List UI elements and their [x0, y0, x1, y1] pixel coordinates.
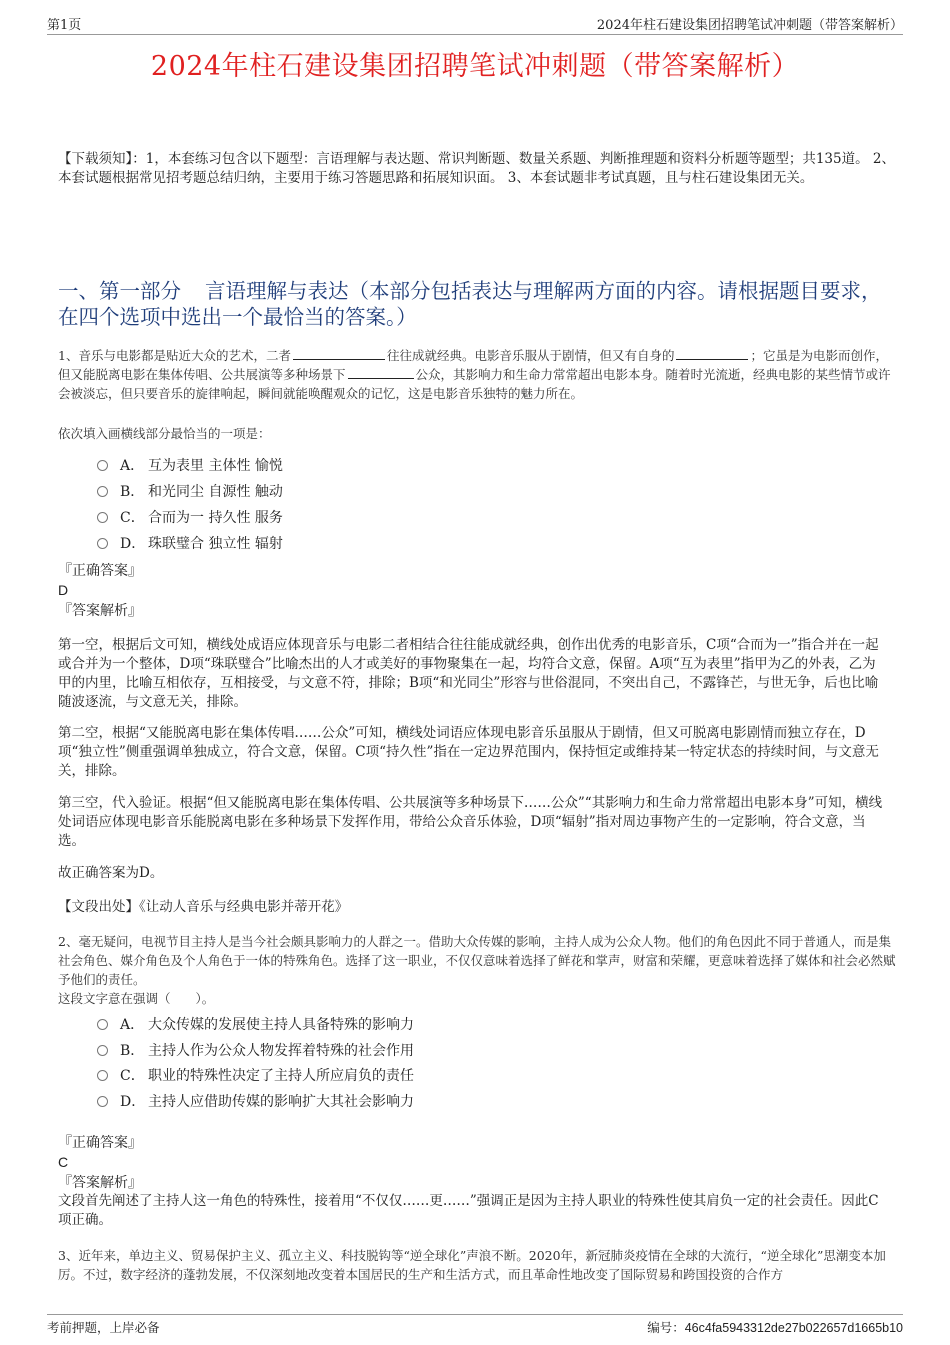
q1-option-a[interactable]	[97, 457, 283, 475]
q1-part4: 公众，其影响力和生命力常常超出电影本身。随着时光流逝，经典电影的某些情节或许会被淡忘，但只要音乐的旋律响起，瞬间就能唤醒观众的记忆，这是电影音乐独特的魅力所在。	[58, 367, 891, 401]
q2-option-c[interactable]	[97, 1067, 414, 1085]
option-text: 大众传媒的发展使主持人具备特殊的影响力	[148, 1017, 414, 1033]
q2-analysis-label: 『答案解析』	[58, 1175, 142, 1191]
q2-answer: C	[58, 1154, 69, 1170]
blank-1	[293, 347, 385, 360]
q1-option-b[interactable]	[97, 483, 283, 501]
radio-icon[interactable]	[97, 1070, 108, 1081]
option-letter: C．	[120, 510, 145, 526]
footer-code	[647, 1318, 903, 1336]
option-text: 互为表里 主体性 愉悦	[148, 458, 283, 474]
q1-option-c[interactable]	[97, 509, 283, 527]
q2-option-b[interactable]	[97, 1042, 414, 1060]
option-letter: B．	[120, 1043, 145, 1059]
header-doc-title: 2024年柱石建设集团招聘笔试冲刺题（带答案解析）	[596, 18, 903, 33]
radio-icon[interactable]	[97, 1045, 108, 1056]
option-letter: B．	[120, 484, 145, 500]
question-3-text: 3、近年来，单边主义、贸易保护主义、孤立主义、科技脱钩等“逆全球化”声浪不断。2020年，新冠肺炎疫情在全球的大流行，“逆全球化”思潮变本加厉。不过，数字经济的蓬勃发展，不仅深刻地改变着本国居民的生产和生活方式，而且革命性地改变了国际贸易和跨国投资的合作方	[58, 1248, 886, 1282]
question-1-prompt: 依次填入画横线部分最恰当的一项是：	[58, 426, 271, 441]
footer-slogan: 考前押题，上岸必备	[47, 1320, 160, 1335]
option-text: 合而为一 持久性 服务	[148, 510, 283, 526]
q1-answer: D	[58, 582, 69, 598]
q1-source: 【文段出处】《让动人音乐与经典电影并蒂开花》	[58, 899, 349, 915]
q1-analysis-para-2: 第二空，根据“又能脱离电影在集体传唱……公众”可知，横线处词语应体现电影音乐虽服从于剧情，但又可脱离电影剧情而独立存在，D项“独立性”侧重强调单独成立，符合文意，保留。C项“持久性”指在一定边界范围内，保持恒定或维持某一特定状态的持续时间，与文意无关，排除。	[58, 725, 879, 779]
radio-icon[interactable]	[97, 486, 108, 497]
q1-analysis-label: 『答案解析』	[58, 603, 142, 619]
radio-icon[interactable]	[97, 512, 108, 523]
option-text: 主持人应借助传媒的影响扩大其社会影响力	[148, 1094, 414, 1110]
document-title: 2024年柱石建设集团招聘笔试冲刺题（带答案解析）	[150, 51, 800, 82]
radio-icon[interactable]	[97, 1019, 108, 1030]
page-footer	[47, 1314, 903, 1335]
q1-analysis-para-4: 故正确答案为D。	[58, 865, 164, 881]
q1-part2: 往往成就经典。电影音乐服从于剧情，但又有自身的	[386, 348, 675, 363]
option-text: 职业的特殊性决定了主持人所应肩负的责任	[148, 1068, 414, 1084]
radio-icon[interactable]	[97, 538, 108, 549]
q1-answer-label: 『正确答案』	[58, 563, 142, 579]
footer-code-value: 46c4fa5943312de27b022657d1665b10	[684, 1321, 903, 1335]
page-header	[47, 14, 903, 35]
q1-part1: 1、音乐与电影都是贴近大众的艺术，二者	[58, 348, 291, 363]
q2-option-a[interactable]	[97, 1016, 414, 1034]
blank-2	[676, 347, 748, 360]
footer-code-label: 编号：	[647, 1320, 685, 1335]
option-letter: D．	[120, 1094, 146, 1110]
option-text: 主持人作为公众人物发挥着特殊的社会作用	[148, 1043, 414, 1059]
section-heading	[58, 278, 900, 330]
section-text: 言语理解与表达（本部分包括表达与理解两方面的内容。请根据题目要求，在四个选项中选出一个最恰当的答案。）	[58, 279, 882, 329]
option-letter: A．	[120, 458, 145, 474]
download-notice: 【下载须知】：1，本套练习包含以下题型：言语理解与表达题、常识判断题、数量关系题、判断推理题和资料分析题等题型；共135道。 2、本套试题根据常见招考题总结归纳，主要用于练习答题思路和拓展知识面。 3、本套试题非考试真题，且与柱石建设集团无关。	[58, 151, 895, 186]
radio-icon[interactable]	[97, 1096, 108, 1107]
q1-analysis-para-3: 第三空，代入验证。根据“但又能脱离电影在集体传唱、公共展演等多种场景下……公众”“其影响力和生命力常常超出电影本身”可知，横线处词语应体现电影音乐能脱离电影在多种场景下发挥作用，带给公众音乐体验，D项“辐射”指对周边事物产生的一定影响，符合文意，当选。	[58, 795, 883, 849]
question-1-text	[58, 346, 900, 403]
q2-answer-label: 『正确答案』	[58, 1135, 142, 1151]
option-text: 和光同尘 自源性 触动	[148, 484, 283, 500]
question-2-text: 2、毫无疑问，电视节目主持人是当今社会颇具影响力的人群之一。借助大众传媒的影响，主持人成为公众人物。他们的角色因此不同于普通人，而是集社会角色、媒介角色及个人角色于一体的特殊角色。选择了这一职业，不仅仅意味着选择了鲜花和掌声，财富和荣耀，更意味着选择了媒体和社会必然赋予他们的责任。	[58, 934, 896, 987]
q2-analysis: 文段首先阐述了主持人这一角色的特殊性，接着用“不仅仅……更……”强调正是因为主持人职业的特殊性使其肩负一定的社会责任。因此C项正确。	[58, 1193, 879, 1228]
question-2-prompt: 这段文字意在强调（ ）。	[58, 991, 215, 1006]
option-text: 珠联璧合 独立性 辐射	[148, 536, 283, 552]
radio-icon[interactable]	[97, 460, 108, 471]
q1-part3: ；它虽是为电影而创作，但又能脱离电影在集体传唱、公共展演等多种场景下	[58, 348, 888, 382]
q2-option-d[interactable]	[97, 1093, 414, 1111]
blank-3	[348, 366, 414, 379]
q1-analysis-para-1: 第一空，根据后文可知，横线处成语应体现音乐与电影二者相结合往往能成就经典，创作出优秀的电影音乐，C项“合而为一”指合并在一起或合并为一个整体，D项“珠联璧合”比喻杰出的人才或美好的事物聚集在一起，均符合文意，保留。A项“互为表里”指甲为乙的外表，乙为甲的内里，比喻互相依存，互相接受，与文意不符，排除；B项“和光同尘”形容与世俗混同，不突出自己，不露锋芒，与世无争，后也比喻随波逐流，与文意无关，排除。	[58, 637, 879, 710]
option-letter: C．	[120, 1068, 145, 1084]
q1-option-d[interactable]	[97, 535, 283, 553]
page-number: 第1页	[47, 18, 82, 33]
option-letter: D．	[120, 536, 146, 552]
option-letter: A．	[120, 1017, 145, 1033]
section-prefix: 一、第一部分	[58, 279, 181, 303]
